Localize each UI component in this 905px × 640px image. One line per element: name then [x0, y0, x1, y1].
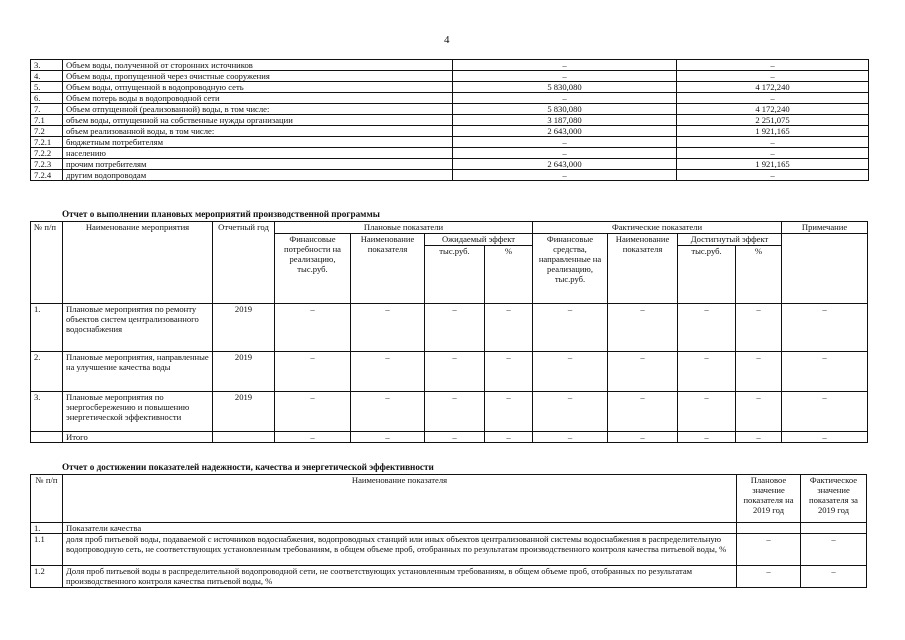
water-volume-table	[30, 59, 869, 181]
row-name: Объем отпущенной (реализованной) воды, в том числе:	[63, 104, 453, 115]
table-row	[31, 170, 869, 181]
total-num-blank	[31, 432, 63, 443]
header-fact-group: Фактические показатели	[533, 222, 782, 234]
header-indicator-name: Наименование показателя	[63, 475, 737, 523]
header-plan-indicator: Наименование показателя	[351, 234, 425, 304]
row-fact-value: 1 921,165	[677, 126, 869, 137]
total-cell: –	[736, 432, 782, 443]
row-num: 1.	[31, 304, 63, 352]
row-plan-value: –	[737, 566, 801, 588]
row-plan-value: 2 643,000	[453, 159, 677, 170]
table-row	[31, 71, 869, 82]
row-cell: –	[678, 304, 736, 352]
row-plan-value: 2 643,000	[453, 126, 677, 137]
row-cell: –	[351, 304, 425, 352]
row-num: 7.2.3	[31, 159, 63, 170]
header-event-name: Наименование мероприятия	[63, 222, 213, 304]
header-plan-rub: тыс.руб.	[425, 246, 485, 304]
header-plan-group: Плановые показатели	[275, 222, 533, 234]
row-cell: –	[608, 352, 678, 392]
total-label: Итого	[63, 432, 213, 443]
table-row	[31, 60, 869, 71]
table-row	[31, 159, 869, 170]
row-cell: –	[608, 304, 678, 352]
row-fact-value: –	[677, 71, 869, 82]
table-row	[31, 392, 868, 432]
row-num: 2.	[31, 352, 63, 392]
table-row	[31, 148, 869, 159]
header-fact-finance: Финансовые средства, направленные на реализацию, тыс.руб.	[533, 234, 608, 304]
row-plan-value: –	[453, 93, 677, 104]
header-fact-indicator: Наименование показателя	[608, 234, 678, 304]
row-name: Доля проб питьевой воды в распределительной водопроводной сети, не соответствующих установленным требованиям, в общем объеме проб, отобранных по результатам производственного контроля качества питьевой воды, %	[63, 566, 737, 588]
row-name: другим водопроводам	[63, 170, 453, 181]
row-year: 2019	[213, 392, 275, 432]
row-cell: –	[736, 392, 782, 432]
row-num: 7.2.4	[31, 170, 63, 181]
total-cell: –	[485, 432, 533, 443]
row-name: Плановые мероприятия по энергосбережению и повышению энергетической эффективности	[63, 392, 213, 432]
row-num: 7.2.1	[31, 137, 63, 148]
row-cell: –	[425, 352, 485, 392]
table-row	[31, 534, 867, 566]
row-num: 7.	[31, 104, 63, 115]
total-cell: –	[425, 432, 485, 443]
row-cell: –	[533, 352, 608, 392]
row-fact-value: –	[677, 93, 869, 104]
header-plan-pct: %	[485, 246, 533, 304]
row-plan-value: –	[453, 71, 677, 82]
header-note: Примечание	[782, 222, 868, 234]
row-fact-value: 2 251,075	[677, 115, 869, 126]
row-plan-value: –	[453, 60, 677, 71]
total-row	[31, 432, 868, 443]
table-row	[31, 352, 868, 392]
row-cell: –	[485, 304, 533, 352]
row-fact-value: –	[677, 137, 869, 148]
page-number: 4	[444, 34, 450, 46]
row-num: 5.	[31, 82, 63, 93]
row-num: 1.2	[31, 566, 63, 588]
row-fact-value: –	[677, 60, 869, 71]
events-report-caption: Отчет о выполнении плановых мероприятий производственной программы	[62, 209, 380, 219]
row-fact-value: 1 921,165	[677, 159, 869, 170]
row-cell: –	[678, 392, 736, 432]
section-plan-blank	[737, 523, 801, 534]
header-plan-effect: Ожидаемый эффект	[425, 234, 533, 246]
row-name: Объем воды, пропущенной через очистные сооружения	[63, 71, 453, 82]
total-year-blank	[213, 432, 275, 443]
row-num: 7.1	[31, 115, 63, 126]
row-name: объем воды, отпущенной на собственные нужды организации	[63, 115, 453, 126]
row-cell: –	[782, 304, 868, 352]
row-cell: –	[485, 392, 533, 432]
row-plan-value: –	[453, 137, 677, 148]
row-plan-value: –	[453, 148, 677, 159]
row-fact-value: –	[801, 534, 867, 566]
row-name: бюджетным потребителям	[63, 137, 453, 148]
row-num: 3.	[31, 392, 63, 432]
total-cell: –	[275, 432, 351, 443]
row-num: 7.2.2	[31, 148, 63, 159]
header-plan-finance: Финансовые потребности на реализацию, тыс.руб.	[275, 234, 351, 304]
header-fact-effect: Достигнутый эффект	[678, 234, 782, 246]
row-cell: –	[736, 304, 782, 352]
row-cell: –	[678, 352, 736, 392]
total-cell: –	[351, 432, 425, 443]
row-num: 4.	[31, 71, 63, 82]
row-cell: –	[425, 304, 485, 352]
table-row	[31, 82, 869, 93]
header-fact-pct: %	[736, 246, 782, 304]
section-fact-blank	[801, 523, 867, 534]
row-plan-value: 5 830,080	[453, 104, 677, 115]
row-fact-value: –	[677, 170, 869, 181]
row-name: прочим потребителям	[63, 159, 453, 170]
row-num: 3.	[31, 60, 63, 71]
table-row	[31, 126, 869, 137]
total-cell: –	[782, 432, 868, 443]
row-name: Объем потерь воды в водопроводной сети	[63, 93, 453, 104]
indicators-report-caption: Отчет о достижении показателей надежности, качества и энергетической эффективности	[62, 462, 434, 472]
row-name: Плановые мероприятия, направленные на улучшение качества воды	[63, 352, 213, 392]
row-cell: –	[351, 392, 425, 432]
total-cell: –	[533, 432, 608, 443]
table-row	[31, 104, 869, 115]
table-row	[31, 304, 868, 352]
row-plan-value: 5 830,080	[453, 82, 677, 93]
section-name: Показатели качества	[63, 523, 737, 534]
row-fact-value: 4 172,240	[677, 104, 869, 115]
table-row	[31, 137, 869, 148]
row-plan-value: –	[737, 534, 801, 566]
row-cell: –	[275, 392, 351, 432]
row-cell: –	[782, 392, 868, 432]
row-name: объем реализованной воды, в том числе:	[63, 126, 453, 137]
row-cell: –	[736, 352, 782, 392]
row-year: 2019	[213, 304, 275, 352]
row-fact-value: –	[677, 148, 869, 159]
table-row	[31, 115, 869, 126]
row-plan-value: –	[453, 170, 677, 181]
header-plan-value: Плановое значение показателя на 2019 год	[737, 475, 801, 523]
row-name: Плановые мероприятия по ремонту объектов систем централизованного водоснабжения	[63, 304, 213, 352]
row-year: 2019	[213, 352, 275, 392]
row-cell: –	[782, 352, 868, 392]
row-name: Объем воды, полученной от сторонних источников	[63, 60, 453, 71]
row-fact-value: 4 172,240	[677, 82, 869, 93]
row-plan-value: 3 187,080	[453, 115, 677, 126]
row-cell: –	[425, 392, 485, 432]
total-cell: –	[678, 432, 736, 443]
header-report-year: Отчетный год	[213, 222, 275, 304]
row-num: 1.1	[31, 534, 63, 566]
header-num: № п/п	[31, 222, 63, 304]
total-cell: –	[608, 432, 678, 443]
indicators-report-table	[30, 474, 867, 588]
row-num: 6.	[31, 93, 63, 104]
row-fact-value: –	[801, 566, 867, 588]
header-fact-rub: тыс.руб.	[678, 246, 736, 304]
row-cell: –	[608, 392, 678, 432]
header-num: № п/п	[31, 475, 63, 523]
table-row	[31, 566, 867, 588]
row-cell: –	[485, 352, 533, 392]
row-num: 7.2	[31, 126, 63, 137]
section-num: 1.	[31, 523, 63, 534]
row-name: Объем воды, отпущенной в водопроводную сеть	[63, 82, 453, 93]
header-note-blank	[782, 234, 868, 304]
row-cell: –	[533, 304, 608, 352]
row-cell: –	[275, 352, 351, 392]
row-cell: –	[533, 392, 608, 432]
row-cell: –	[351, 352, 425, 392]
row-cell: –	[275, 304, 351, 352]
table-row	[31, 93, 869, 104]
row-name: населению	[63, 148, 453, 159]
row-name: доля проб питьевой воды, подаваемой с источников водоснабжения, водопроводных станций или иных объектов централизованной системы водоснабжения в распределительную водопроводную сеть, не соответствующих установленным требованиям, в общем объеме проб, отобранных по результатам производственного контроля качества питьевой воды, %	[63, 534, 737, 566]
events-report-table	[30, 221, 868, 443]
header-fact-value: Фактическое значение показателя за 2019 год	[801, 475, 867, 523]
